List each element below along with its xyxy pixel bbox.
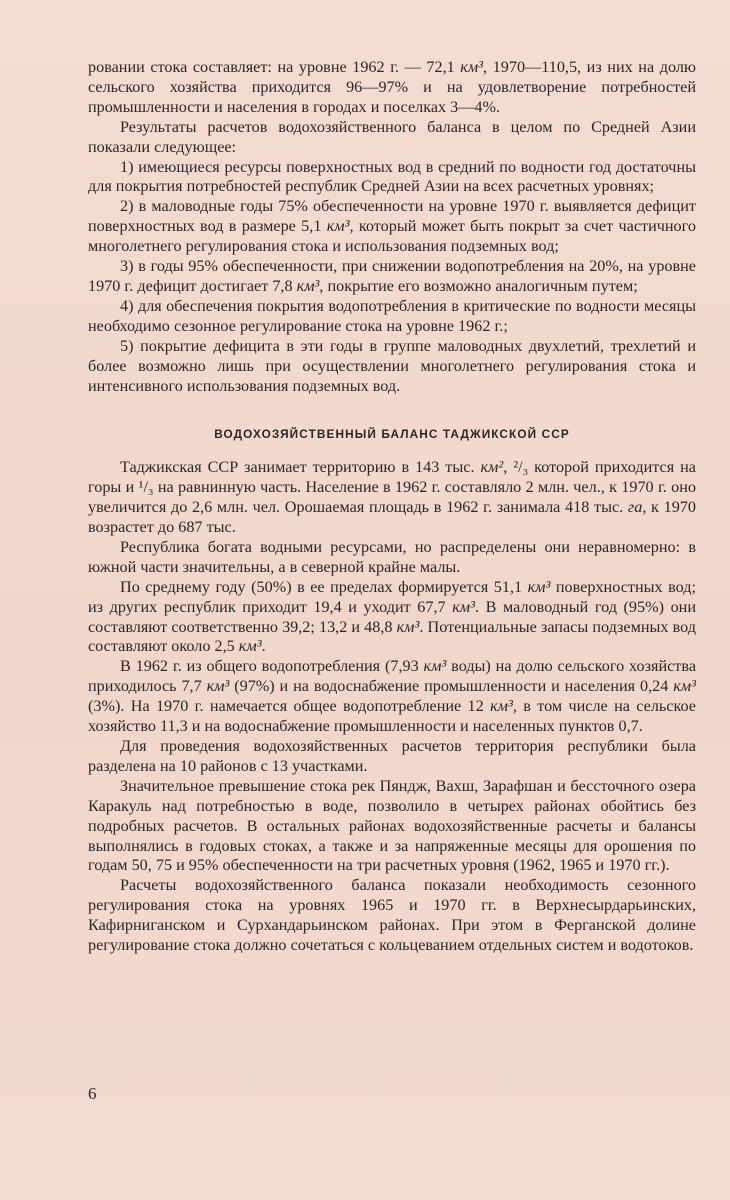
paragraphs-bottom bbox=[88, 458, 696, 956]
paragraph-p7: 5) покрытие дефицита в эти годы в группе маловодных двухлетий, трехлетий и более возможно лишь при осуществлении многолетнего регулирования стока и интенсивного использования подземных вод. bbox=[88, 336, 696, 395]
paragraph-p13: Значительное превышение стока рек Пяндж, Вахш, Зарафшан и бессточного озера Каракуль над потребностью в воде, позволило в четырех районах обойтись без подробных расчетов. В остальных районах водохозяйственные расчеты и балансы выполнялись в годовых стоках, а также и за напряженные месяцы для орошения по годам 50, 75 и 95% обеспеченности на три расчетных уровня (1962, 1965 и 1970 гг.). bbox=[88, 776, 696, 875]
paragraph-p12: Для проведения водохозяйственных расчетов территория республики была разделена на 10 районов с 13 участками. bbox=[88, 737, 696, 775]
paragraph-p6: 4) для обеспечения покрытия водопотребления в критические по водности месяцы необходимо сезонное регулирование стока на уровне 1962 г.; bbox=[88, 296, 696, 335]
paragraphs-top bbox=[88, 58, 696, 396]
paragraph-p3: 1) имеющиеся ресурсы поверхностных вод в средний по водности год достаточны для покрытия потребностей республик Средней Азии на всех расчетных уровнях; bbox=[88, 157, 696, 196]
paragraph-p1: ровании стока составляет: на уровне 1962 г. — 72,1 км³, 1970—110,5, из них на долю сельского хозяйства приходится 96—97% и на удовлетворение потребностей промышленности и населения в городах и поселках 3—4%. bbox=[88, 58, 696, 116]
paragraph-p14: Расчеты водохозяйственного баланса показали необходимость сезонного регулирования стока на уровнях 1965 и 1970 гг. в Верхнесырдарьинских, Кафирниганском и Сурхандарьинском районах. При этом в Ферганской долине регулирование стока должно сочетаться с кольцеванием отдельных систем и водотоков. bbox=[88, 876, 696, 955]
paragraph-p9: Республика богата водными ресурсами, но распределены они неравномерно: в южной части значительны, а в северной крайне малы. bbox=[88, 537, 696, 576]
paragraph-p5: 3) в годы 95% обеспеченности, при снижении водопотребления на 20%, на уровне 1970 г. дефицит достигает 7,8 км³, покрытие его возможно аналогичным путем; bbox=[88, 257, 696, 295]
paragraph-p11: В 1962 г. из общего водопотребления (7,93 км³ воды) на долю сельского хозяйства приходилось 7,7 км³ (97%) и на водоснабжение промышленности и населения 0,24 км³ (3%). На 1970 г. намечается общее водопотребление 12 км³, в том числе на сельское хозяйство 11,3 и на водоснабжение промышленности и населенных пунктов 0,7. bbox=[88, 657, 696, 736]
paragraph-p10: По среднему году (50%) в ее пределах формируется 51,1 км³ поверхностных вод; из других республик приходит 19,4 и уходит 67,7 км³. В маловодный год (95%) они составляют соответственно 39,2; 13,2 и 48,8 км³. Потенциальные запасы подземных вод составляют около 2,5 км³. bbox=[88, 577, 697, 656]
section-heading: ВОДОХОЗЯЙСТВЕННЫЙ БАЛАНС ТАДЖИКСКОЙ ССР bbox=[214, 427, 570, 442]
page-number: 6 bbox=[88, 1084, 97, 1103]
paragraph-p4: 2) в маловодные годы 75% обеспеченности на уровне 1970 г. выявляется дефицит поверхностных вод в размере 5,1 км³, который может быть покрыт за счет частичного многолетнего регулирования стока и использования подземных вод; bbox=[88, 197, 696, 256]
paragraph-p8: Таджикская ССР занимает территорию в 143 тыс. км², ²/₃ которой приходится на горы и ¹/₃ на равнинную часть. Население в 1962 г. составляло 2 млн. чел., к 1970 г. оно увеличится до 2,6 млн. чел. Орошаемая площадь в 1962 г. занимала 418 тыс. га, к 1970 возрастет до 687 тыс. bbox=[88, 458, 696, 537]
text-column bbox=[88, 58, 696, 956]
paragraph-p2: Результаты расчетов водохозяйственного баланса в целом по Средней Азии показали следующее: bbox=[88, 117, 696, 156]
